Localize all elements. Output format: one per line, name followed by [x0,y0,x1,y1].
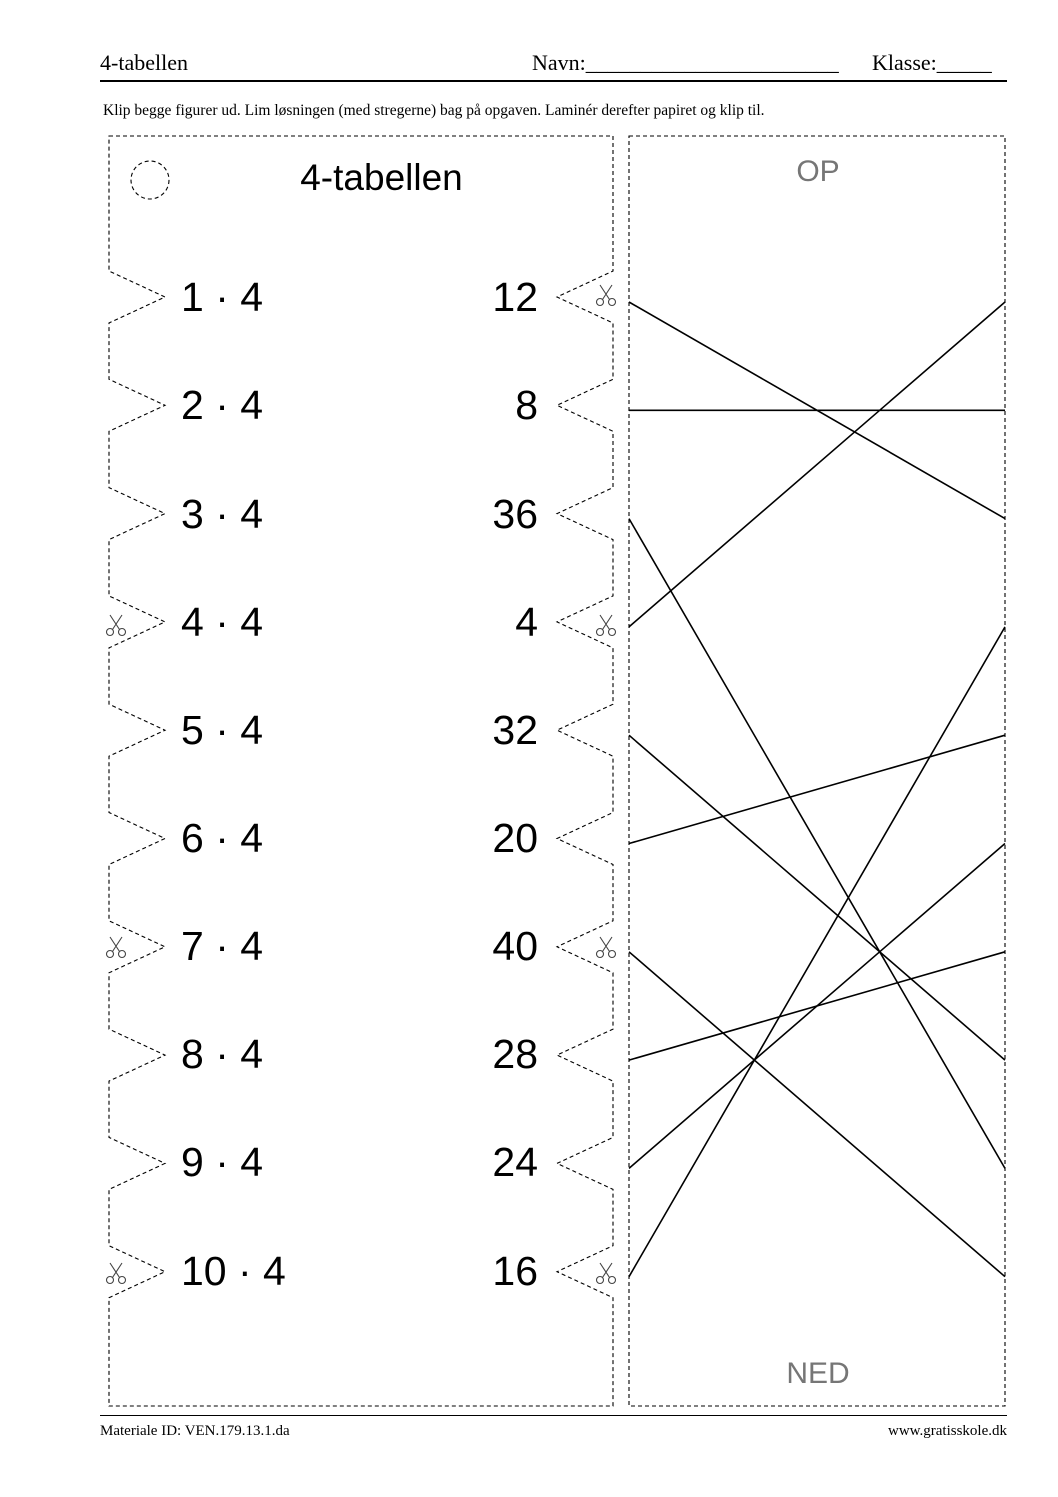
task-label: 9 · 4 [181,1139,264,1185]
scissors-icon [104,934,128,960]
website: www.gratisskole.dk [887,1423,1007,1439]
footer-rule [100,1415,1007,1416]
task-label: 10 · 4 [181,1248,286,1294]
material-id: Materiale ID: VEN.179.13.1.da [100,1423,290,1439]
solution-line [629,844,1005,1169]
scissors-icon [104,612,128,638]
left-card-cut-outline [109,136,613,1406]
solution-line [629,735,1005,1060]
task-label: 8 · 4 [181,1031,264,1077]
hole-punch-circle [131,161,169,199]
name-field-label: Navn:_______________________ [532,50,839,75]
answer-label: 8 [515,382,538,428]
instructions-text: Klip begge figurer ud. Lim løsningen (med stregerne) bag på opgaven. Laminér derefter papiret og klip til. [103,102,765,119]
solution-bottom-label: NED [786,1357,850,1390]
worksheet-title: 4-tabellen [100,50,188,75]
answer-label: 28 [492,1031,538,1077]
answer-label: 4 [515,599,538,645]
solution-line [629,735,1005,843]
solution-lines [629,302,1005,1277]
task-label: 6 · 4 [181,815,264,861]
solution-line [629,519,1005,1169]
solution-line [629,952,1005,1277]
answer-label: 20 [492,815,538,861]
scissors-icon [594,1260,618,1286]
answer-label: 12 [492,274,538,320]
answer-label: 24 [492,1139,538,1185]
solution-top-label: OP [796,155,840,188]
answer-label: 36 [492,491,538,537]
answer-label: 16 [492,1248,538,1294]
scissors-icon [594,282,618,308]
answer-label: 40 [492,923,538,969]
task-label: 3 · 4 [181,491,264,537]
card-title: 4-tabellen [300,157,463,198]
solution-line [629,302,1005,627]
task-label: 1 · 4 [181,274,264,320]
solution-panel-outline [629,136,1005,1406]
task-label: 7 · 4 [181,923,264,969]
scissors-icon [594,934,618,960]
answer-label: 32 [492,707,538,753]
task-label: 2 · 4 [181,382,264,428]
task-label: 4 · 4 [181,599,264,645]
solution-line [629,627,1005,1277]
scissors-icon [104,1260,128,1286]
scissors-icon [594,612,618,638]
class-field-label: Klasse:_____ [872,50,992,75]
task-label: 5 · 4 [181,707,264,753]
